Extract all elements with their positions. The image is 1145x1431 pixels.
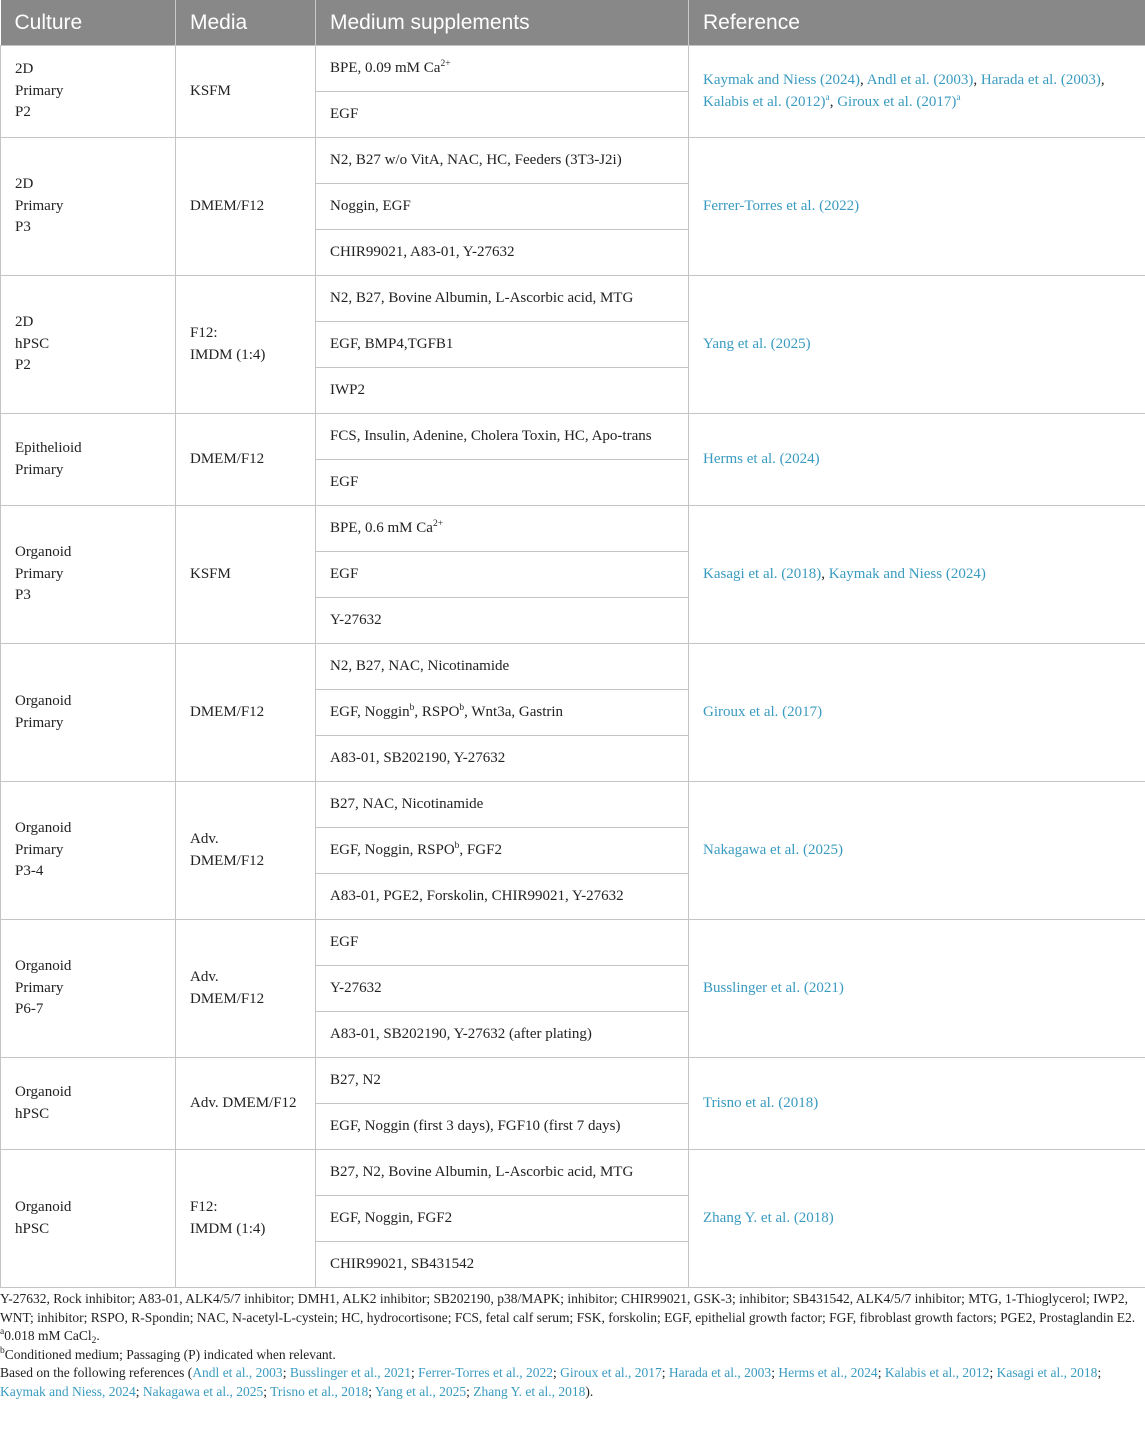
media-line: DMEM/F12 bbox=[190, 852, 265, 869]
supplement-cell bbox=[316, 690, 689, 736]
supplement-cell bbox=[316, 920, 689, 966]
abbreviations-note: Y-27632, Rock inhibitor; A83-01, ALK4/5/7 inhibitor; DMH1, ALK2 inhibitor; SB202190, p38/MAPK; inhibitor; CHIR99021, GSK-3; inhibitor; SB431542, ALK4/5/7 inhibitor; MTG, 1-Thioglycerol; IWP2, WNT; inhibitor; RSPO, R-Spondin; NAC, N-acetyl-L-cystein; HC, hydrocortisone; FCS, fetal calf serum; FSK, forskolin; EGF, epithelial growth factor; FGF, fibroblast growth factors; PGE2, Prostaglandin E2. bbox=[0, 1291, 1136, 1325]
based-on-ref-link[interactable]: Andl et al., 2003 bbox=[192, 1365, 283, 1380]
media-cell bbox=[176, 920, 316, 1058]
culture-cell bbox=[1, 1058, 176, 1150]
culture-cell bbox=[1, 644, 176, 782]
based-on-references bbox=[0, 1364, 1140, 1401]
based-on-ref-link[interactable]: Nakagawa et al., 2025 bbox=[142, 1383, 264, 1399]
supplement-cell bbox=[316, 414, 689, 460]
media-line: KSFM bbox=[190, 82, 231, 99]
supplement-cell bbox=[316, 736, 689, 782]
culture-line: Primary bbox=[15, 979, 64, 996]
culture-cell bbox=[1, 276, 176, 414]
footnote-marker: a bbox=[825, 92, 830, 103]
reference-cell bbox=[689, 46, 1145, 138]
media-cell bbox=[176, 276, 316, 414]
supplement-text: EGF, Noggin bbox=[330, 703, 410, 720]
media-cell bbox=[176, 506, 316, 644]
supplement-cell bbox=[316, 184, 689, 230]
culture-line: P3-4 bbox=[15, 863, 44, 880]
supplement-text: EGF, BMP4,TGFB1 bbox=[330, 335, 454, 352]
supplement-cell bbox=[316, 966, 689, 1012]
supplement-text: N2, B27, Bovine Albumin, L-Ascorbic acid, MTG bbox=[330, 289, 634, 306]
culture-line: Organoid bbox=[15, 958, 72, 975]
reference-separator: , bbox=[821, 565, 829, 582]
media-line: Adv. bbox=[190, 969, 219, 985]
based-on-ref-separator: ; bbox=[135, 1383, 143, 1399]
supplement-cell bbox=[316, 322, 689, 368]
supplement-cell bbox=[316, 782, 689, 828]
reference-link[interactable]: Busslinger et al. (2021) bbox=[703, 979, 844, 996]
media-line: KSFM bbox=[190, 565, 231, 582]
supplement-text: N2, B27, NAC, Nicotinamide bbox=[330, 657, 510, 674]
reference-link[interactable]: Kasagi et al. (2018) bbox=[703, 565, 822, 582]
supplement-text: BPE, 0.6 mM Ca bbox=[330, 519, 433, 536]
footnote-marker: b bbox=[454, 840, 460, 851]
footnote-a-text: 0.018 mM CaCl bbox=[4, 1328, 92, 1343]
reference-link[interactable]: Kalabis et al. (2012) bbox=[703, 93, 826, 110]
table-row bbox=[1, 138, 1145, 184]
culture-cell bbox=[1, 782, 176, 920]
based-on-ref-link[interactable]: Harada et al., 2003 bbox=[668, 1365, 772, 1380]
media-cell bbox=[176, 644, 316, 782]
supplement-text: B27, N2 bbox=[330, 1071, 381, 1088]
media-line: F12: bbox=[190, 1199, 218, 1215]
supplement-text: Y-27632 bbox=[330, 611, 382, 628]
based-on-ref-separator: ; bbox=[661, 1365, 669, 1380]
supplement-cell bbox=[316, 1196, 689, 1242]
culture-line: Organoid bbox=[15, 544, 72, 561]
media-line: Adv. bbox=[190, 831, 219, 847]
reference-link[interactable]: Harada et al. (2003) bbox=[980, 72, 1101, 88]
supplement-cell bbox=[316, 1012, 689, 1058]
supplement-cell bbox=[316, 92, 689, 138]
reference-link[interactable]: Ferrer-Torres et al. (2022) bbox=[703, 197, 860, 214]
reference-cell bbox=[689, 276, 1145, 414]
supplement-cell bbox=[316, 552, 689, 598]
supplement-text: , FGF2 bbox=[459, 841, 502, 858]
culture-line: P3 bbox=[15, 587, 31, 604]
supplement-text: A83-01, SB202190, Y-27632 bbox=[330, 749, 506, 766]
based-on-ref-link[interactable]: Ferrer-Torres et al., 2022 bbox=[418, 1365, 553, 1380]
media-line: DMEM/F12 bbox=[190, 450, 265, 467]
culture-cell bbox=[1, 920, 176, 1058]
reference-separator: , bbox=[860, 72, 867, 88]
supplement-text: EGF bbox=[330, 933, 359, 950]
culture-line: P3 bbox=[15, 219, 31, 236]
media-line: Adv. DMEM/F12 bbox=[190, 1094, 297, 1111]
reference-link[interactable]: Kaymak and Niess (2024) bbox=[828, 565, 986, 582]
based-on-ref-separator: ; bbox=[1097, 1365, 1102, 1380]
reference-separator: , bbox=[829, 93, 838, 110]
culture-cell bbox=[1, 46, 176, 138]
supplement-text: Noggin, EGF bbox=[330, 197, 411, 214]
supplement-text: N2, B27 w/o VitA, NAC, HC, Feeders (3T3-J2i) bbox=[330, 151, 622, 168]
based-on-ref-separator: ; bbox=[282, 1365, 290, 1380]
culture-line: 2D bbox=[15, 61, 34, 78]
culture-line: Primary bbox=[15, 841, 64, 858]
supplement-text: Y-27632 bbox=[330, 979, 382, 996]
culture-line: Organoid bbox=[15, 693, 72, 709]
based-on-ref-link[interactable]: Trisno et al., 2018 bbox=[270, 1383, 369, 1399]
based-on-ref-link[interactable]: Giroux et al., 2017 bbox=[560, 1365, 662, 1380]
culture-line: hPSC bbox=[15, 1220, 50, 1237]
supplement-text: , Wnt3a, Gastrin bbox=[464, 703, 564, 720]
reference-cell bbox=[689, 644, 1145, 782]
culture-line: P6-7 bbox=[15, 1001, 44, 1018]
header-culture: Culture bbox=[1, 0, 176, 46]
media-line: DMEM/F12 bbox=[190, 197, 265, 214]
culture-line: Primary bbox=[15, 714, 64, 731]
table-header bbox=[1, 0, 1145, 46]
table-row bbox=[1, 276, 1145, 322]
reference-cell bbox=[689, 920, 1145, 1058]
supplement-cell bbox=[316, 1058, 689, 1104]
table-footnotes bbox=[0, 1290, 1140, 1401]
media-cell bbox=[176, 46, 316, 138]
footnote-a-end: . bbox=[96, 1328, 100, 1343]
supplement-cell bbox=[316, 46, 689, 92]
based-on-ref-separator: ; bbox=[771, 1365, 779, 1380]
table-row bbox=[1, 1150, 1145, 1196]
reference-link[interactable]: Trisno et al. (2018) bbox=[703, 1094, 819, 1111]
supplement-cell bbox=[316, 874, 689, 920]
table-row bbox=[1, 46, 1145, 92]
supplement-cell bbox=[316, 368, 689, 414]
table-row bbox=[1, 506, 1145, 552]
supplement-text: CHIR99021, A83-01, Y-27632 bbox=[330, 243, 515, 260]
reference-separator: , bbox=[973, 72, 981, 88]
supplement-cell bbox=[316, 1150, 689, 1196]
based-on-ref-link[interactable]: Kalabis et al., 2012 bbox=[884, 1365, 990, 1380]
supplement-text: A83-01, SB202190, Y-27632 (after plating) bbox=[330, 1025, 592, 1042]
supplement-cell bbox=[316, 230, 689, 276]
header-media: Media bbox=[176, 0, 316, 46]
footnote-a-subscript: 2 bbox=[91, 1336, 97, 1346]
based-on-ref-link[interactable]: Herms et al., 2024 bbox=[778, 1365, 878, 1380]
table-row bbox=[1, 782, 1145, 828]
footnote-marker: b bbox=[459, 702, 465, 713]
media-line: DMEM/F12 bbox=[190, 990, 265, 1007]
supplement-cell bbox=[316, 506, 689, 552]
based-on-suffix: ). bbox=[585, 1383, 594, 1399]
supplement-cell bbox=[316, 1242, 689, 1288]
supplement-text: EGF, Noggin, FGF2 bbox=[330, 1209, 453, 1226]
culture-cell bbox=[1, 138, 176, 276]
reference-link[interactable]: Giroux et al. (2017) bbox=[837, 93, 957, 110]
table-row bbox=[1, 644, 1145, 690]
supplement-text: EGF bbox=[330, 473, 359, 490]
culture-line: Primary bbox=[15, 82, 64, 99]
supplement-cell bbox=[316, 644, 689, 690]
based-on-ref-separator: ; bbox=[410, 1365, 419, 1380]
media-cell bbox=[176, 1058, 316, 1150]
supplement-text: B27, N2, Bovine Albumin, L-Ascorbic acid, MTG bbox=[330, 1163, 634, 1180]
media-cell bbox=[176, 1150, 316, 1288]
media-cell bbox=[176, 138, 316, 276]
footnote-marker: b bbox=[409, 702, 415, 713]
supplement-cell bbox=[316, 828, 689, 874]
culture-line: Epithelioid bbox=[15, 440, 82, 456]
reference-link[interactable]: Yang et al. (2025) bbox=[703, 335, 811, 352]
reference-cell bbox=[689, 782, 1145, 920]
media-cell bbox=[176, 782, 316, 920]
culture-cell bbox=[1, 1150, 176, 1288]
header-row bbox=[1, 0, 1145, 46]
footnote-b-text: Conditioned medium; Passaging (P) indicated when relevant. bbox=[4, 1346, 336, 1362]
reference-link[interactable]: Herms et al. (2024) bbox=[703, 450, 820, 467]
reference-separator: , bbox=[1100, 72, 1105, 88]
reference-cell bbox=[689, 506, 1145, 644]
supplement-text: A83-01, PGE2, Forskolin, CHIR99021, Y-27632 bbox=[330, 887, 624, 904]
supplement-text: IWP2 bbox=[330, 381, 365, 398]
footnote-b-mark: b bbox=[0, 1345, 5, 1356]
culture-line: 2D bbox=[15, 314, 34, 331]
based-on-ref-link[interactable]: Yang et al., 2025 bbox=[374, 1383, 467, 1399]
supplement-cell bbox=[316, 276, 689, 322]
supplement-text: CHIR99021, SB431542 bbox=[330, 1255, 475, 1272]
superscript: 2+ bbox=[440, 58, 451, 69]
header-medium-supplements: Medium supplements bbox=[316, 0, 689, 46]
reference-link[interactable]: Zhang Y. et al. (2018) bbox=[703, 1209, 834, 1226]
media-cell bbox=[176, 414, 316, 506]
reference-link[interactable]: Andl et al. (2003) bbox=[866, 72, 974, 88]
supplement-cell bbox=[316, 460, 689, 506]
based-on-ref-link[interactable]: Kaymak and Niess, 2024 bbox=[0, 1383, 136, 1399]
footnote-a-mark: a bbox=[0, 1327, 5, 1337]
culture-cell bbox=[1, 414, 176, 506]
supplement-cell bbox=[316, 598, 689, 644]
reference-cell bbox=[689, 1150, 1145, 1288]
reference-cell bbox=[689, 414, 1145, 506]
based-on-prefix: Based on the following references ( bbox=[0, 1365, 193, 1380]
culture-cell bbox=[1, 506, 176, 644]
based-on-ref-separator: ; bbox=[989, 1365, 997, 1380]
header-reference: Reference bbox=[689, 0, 1145, 46]
table-body bbox=[1, 46, 1145, 1288]
footnote-marker: a bbox=[956, 92, 961, 103]
supplement-text: B27, NAC, Nicotinamide bbox=[330, 795, 484, 812]
supplement-cell bbox=[316, 138, 689, 184]
footnote-b bbox=[0, 1346, 1140, 1365]
culture-line: hPSC bbox=[15, 335, 50, 352]
based-on-ref-separator: ; bbox=[368, 1383, 375, 1399]
media-line: IMDM (1:4) bbox=[190, 346, 266, 363]
reference-link[interactable]: Kaymak and Niess (2024) bbox=[703, 72, 861, 88]
reference-cell bbox=[689, 1058, 1145, 1150]
footnote-a bbox=[0, 1327, 1140, 1346]
media-line: F12: bbox=[190, 325, 218, 341]
table-row bbox=[1, 1058, 1145, 1104]
culture-line: Organoid bbox=[15, 1084, 72, 1100]
based-on-ref-separator: ; bbox=[552, 1365, 561, 1380]
based-on-ref-separator: ; bbox=[466, 1383, 474, 1399]
reference-cell bbox=[689, 138, 1145, 276]
culture-line: Primary bbox=[15, 197, 64, 214]
supplement-text: EGF, Noggin, RSPO bbox=[330, 841, 455, 858]
culture-line: Primary bbox=[15, 565, 64, 582]
media-line: DMEM/F12 bbox=[190, 703, 265, 720]
based-on-ref-separator: ; bbox=[263, 1383, 271, 1399]
supplement-cell bbox=[316, 1104, 689, 1150]
supplement-text: BPE, 0.09 mM Ca bbox=[330, 59, 441, 76]
table-row bbox=[1, 414, 1145, 460]
superscript: 2+ bbox=[432, 518, 444, 529]
media-line: IMDM (1:4) bbox=[190, 1220, 266, 1237]
based-on-ref-link[interactable]: Busslinger et al., 2021 bbox=[289, 1365, 411, 1380]
based-on-ref-link[interactable]: Zhang Y. et al., 2018 bbox=[473, 1383, 586, 1399]
culture-line: Primary bbox=[15, 461, 64, 478]
based-on-ref-separator: ; bbox=[877, 1365, 885, 1380]
based-on-ref-link[interactable]: Kasagi et al., 2018 bbox=[996, 1365, 1098, 1380]
culture-line: hPSC bbox=[15, 1105, 50, 1122]
culture-line: Organoid bbox=[15, 1199, 72, 1215]
supplement-text: EGF, Noggin (first 3 days), FGF10 (first 7 days) bbox=[330, 1117, 621, 1134]
supplement-text: , RSPO bbox=[414, 703, 460, 720]
culture-line: P2 bbox=[15, 357, 31, 374]
culture-line: Organoid bbox=[15, 820, 72, 837]
reference-link[interactable]: Nakagawa et al. (2025) bbox=[703, 841, 843, 858]
culture-line: P2 bbox=[15, 104, 31, 121]
supplement-text: EGF bbox=[330, 565, 359, 582]
supplement-text: EGF bbox=[330, 105, 359, 122]
table-row bbox=[1, 920, 1145, 966]
culture-line: 2D bbox=[15, 176, 34, 193]
supplement-text: FCS, Insulin, Adenine, Cholera Toxin, HC, Apo-trans bbox=[330, 427, 652, 444]
reference-link[interactable]: Giroux et al. (2017) bbox=[703, 703, 823, 720]
